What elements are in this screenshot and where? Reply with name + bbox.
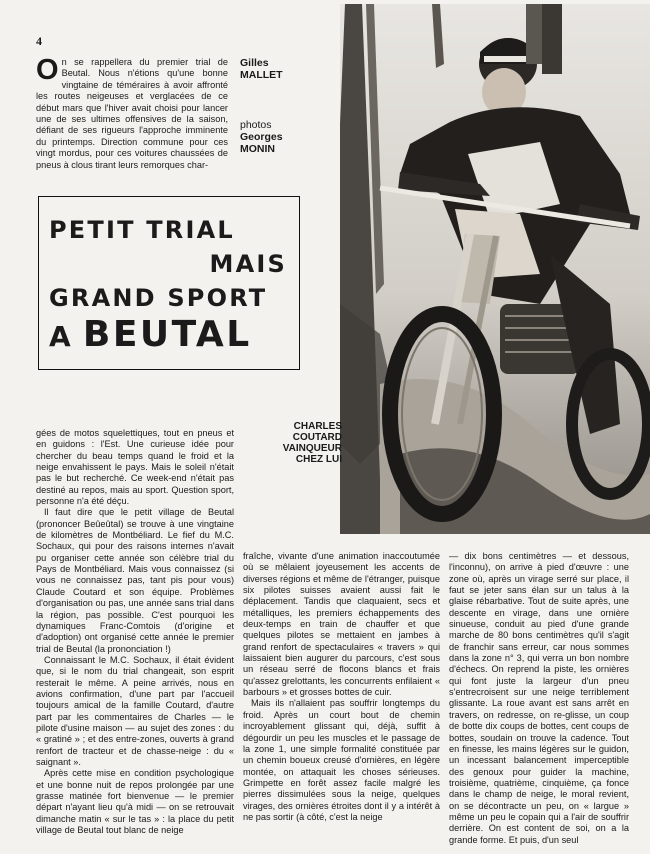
headline-line-4 bbox=[49, 315, 289, 358]
intro-paragraph bbox=[36, 54, 228, 171]
photographer-last-name: MONIN bbox=[240, 143, 275, 155]
headline-box bbox=[38, 196, 300, 370]
article-column-1 bbox=[36, 428, 234, 836]
headline-a: A bbox=[49, 320, 73, 353]
col2-paragraph-1: fraîche, vivante d'une animation inaccoutumée où se mêlaient joyeusement les accents de diverses régions et même de l'étranger, puisque six pilotes suisses avaient aussi fait le déplacement. Tandis que claquaient, secs et métalliques, les premiers échappements des deux-temps en train de chauffer et que quelques pilotes se mettaient en jambes à grand renfort de spectaculaires « travers » qui laissaient bien augurer du parcours, c'est sous un réseau serré de flocons blancs et frais qu'assez grelottants, les concurrents enfilaient « barbours » et grosses bottes de cuir. bbox=[243, 551, 440, 698]
photo-credit bbox=[240, 119, 336, 155]
page-number: 4 bbox=[36, 34, 42, 48]
author-first-name: Gilles bbox=[240, 57, 269, 69]
article-column-3 bbox=[449, 551, 629, 846]
intro-text: n se rappellera du premier trial de Beutal. Nous n'étions qu'une bonne vingtaine de téméraires à avoir affronté les routes neigeuses et verglacées de ce début mars que l'hiver avait choisi pour lancer une de ses ultimes offensives de la saison, défiant de ses rigueurs l'approche imminente du printemps. Direction commune pour ces vingt mordus, pour ces voitures chaussées de pneus à clous tirant leurs remorques char- bbox=[36, 57, 228, 170]
headline-line-1: PETIT TRIAL bbox=[49, 216, 235, 244]
col2-paragraph-2: Mais ils n'allaient pas souffrir longtemps du froid. Après un court bout de chemin incroyablement glissant qui, déjà, suffit à dégourdir un peu les muscles et le passage de la zone 1, une simple formalité constituée par un chemin boueux creusé d'ornières, en légère montée, on attaquait les choses sérieuses. Grimpette en forêt assez facile malgré les pierres dissimulées sous la neige, quelques virages, des ornières étroites dont il y a intérêt à ne pas sortir (à côté, c'est la neige bbox=[243, 698, 440, 822]
col1-paragraph-4: Après cette mise en condition psychologique et une bonne nuit de repos prolongée par une grasse matinée fort bienvenue — le premier départ n'ayant lieu qu'à midi — on se retrouvait dimanche matin « sur le tas » : la place du petit village de Beutal tout blanc de neige bbox=[36, 768, 234, 836]
photos-label: photos bbox=[240, 119, 272, 131]
col3-paragraph-1: — dix bons centimètres — et dessous, l'inconnu), on arrive à pied d'œuvre : une zone où, après un virage serré sur place, il faut se jeter sans élan sur un talus à la glaise rébarbative. Tout de suite après, une descente en virage, dans une ornière sinueuse, conduit au pied d'une grande marche de 80 bons centimètres qu'il s'agit de franchir sans erreur, car nous sommes dans la zone n° 3, qui verra un bon nombre d'échecs. On reprend la piste, les ornières qui font juste la largeur d'un pneu s'entrecroisent sur une neige terriblement glissante. La roue avant est sans arrêt en travers, on redresse, on re-glisse, un coup de botte dix coups de bottes, cent coups de bottes, soudain on trouve la cadence. Tout en finesse, les mains légères sur le guidon, un incessant balancement imperceptible des genoux pour guider la machine, troisième, quatrième, cinquième, ça fonce dans le champ de neige, le moral revient, on se décontracte un peu, on « largue » même un peu le copain qui a l'air de souffrir derrière. On est content de soi, on a la grande forme. Et puis, d'un seul bbox=[449, 551, 629, 845]
author-last-name: MALLET bbox=[240, 69, 283, 81]
col1-paragraph-1: gées de motos squelettiques, tout en pneus et en guidons : l'Est. Une curieuse idée pour chercher du beau temps quand le froid et la neige envahissent le pays. Mais le soleil n'était pas le but recherché. Ce week-end n'était pas destiné au repos, mais au sport. Question sport, personne n'a été déçu. bbox=[36, 428, 234, 507]
photo-caption bbox=[262, 421, 342, 465]
photo-illustration bbox=[340, 4, 650, 534]
headline-line-3: GRAND SPORT bbox=[49, 284, 268, 312]
credits bbox=[240, 57, 336, 155]
col1-paragraph-2: Il faut dire que le petit village de Beutal (prononcer Beûeûtal) se trouve à une vingtaine de kilomètres de Montbéliard. Le fief du M.C. Sochaux, qui pour des raisons internes n'avait pu organiser cette année son célèbre trial du Pays de Montbéliard. Mais vous connaissez (si vous ne connaissez pas, tant pis pour vous) Claude Coutard et son équipe. Problèmes d'organisation ou pas, une année sans trial dans la région, pas possible. C'est pourquoi les dynamiques Franc-Comtois (d'origine et d'adoption) ont organisé cette année le premier trial de Beutal (la prononciation !) bbox=[36, 507, 234, 654]
caption-line-4: CHEZ LUI bbox=[295, 454, 342, 465]
caption-line-3: VAINQUEUR bbox=[282, 443, 342, 454]
headline-line-2: MAIS bbox=[209, 250, 287, 278]
headline-beutal: BEUTAL bbox=[82, 314, 252, 355]
col1-paragraph-3: Connaissant le M.C. Sochaux, il était évident que, si le nom du trial changeait, son esprit resterait le même. A peine arrivés, nous en avions confirmation, d'une part par l'accueil toujours amical de la famille Coutard, d'autre part par les commentaires de Charles — le pilote d'usine maison — au sujet des zones : du « gratiné » ; et des entre-zones, ouverts à grand renfort de tracteur et de chasse-neige : du « saignant ». bbox=[36, 654, 234, 767]
article-column-2 bbox=[243, 551, 440, 823]
drop-cap: O bbox=[36, 54, 59, 86]
caption-line-1: CHARLES bbox=[293, 421, 342, 432]
caption-line-2: COUTARD bbox=[292, 432, 342, 443]
trial-rider-photo bbox=[340, 4, 650, 534]
photographer-first-name: Georges bbox=[240, 131, 283, 143]
